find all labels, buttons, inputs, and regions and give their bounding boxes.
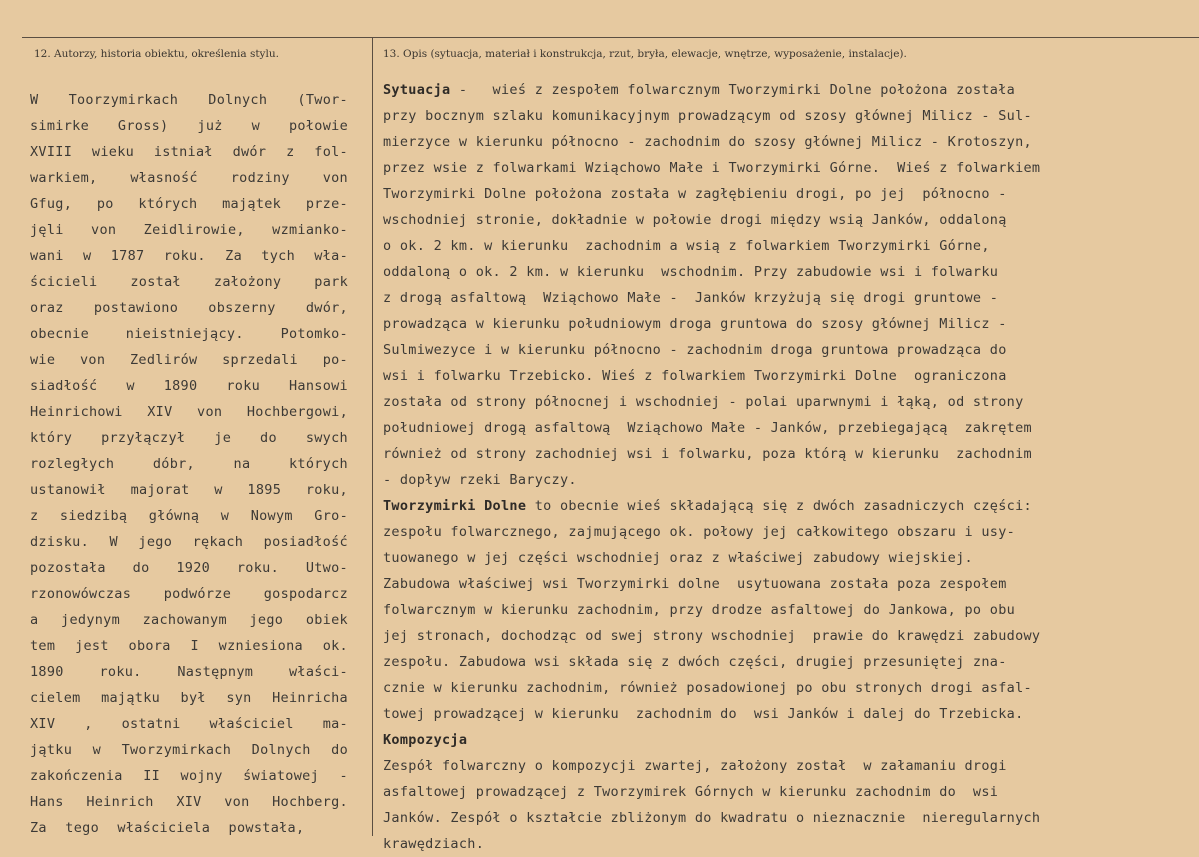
description-line xyxy=(383,415,1178,441)
section-heading: Sytuacja xyxy=(383,82,451,98)
history-line: rzonowówczas podwórze gospodarcz xyxy=(30,586,348,602)
description-line xyxy=(383,545,1178,571)
history-line: który przyłączył je do swych xyxy=(30,430,348,446)
description-text: o ok. 2 km. w kierunku zachodnim a wsią z folwarkiem Tworzymirki Górne, xyxy=(383,238,990,254)
history-line: 1890 roku. Następnym właści- xyxy=(30,664,348,680)
description-line xyxy=(383,441,1178,467)
history-line: jątku w Tworzymirkach Dolnych do xyxy=(30,742,348,758)
description-line xyxy=(383,701,1178,727)
description-line xyxy=(383,597,1178,623)
history-line: oraz postawiono obszerny dwór, xyxy=(30,300,348,316)
description-text: zespołu folwarcznego, zajmującego ok. połowy jej całkowitego obszaru i usy- xyxy=(383,524,1016,540)
history-line: obecnie nieistniejący. Potomko- xyxy=(30,326,348,342)
description-text: południowej drogą asfaltową Wziąchowo Małe - Janków, przebiegającą zakrętem xyxy=(383,420,1032,436)
description-line xyxy=(383,831,1178,857)
description-line xyxy=(383,311,1178,337)
description-line xyxy=(383,675,1178,701)
section-heading: Tworzymirki Dolne xyxy=(383,498,527,514)
description-text: oddaloną o ok. 2 km. w kierunku wschodnim. Przy zabudowie wsi i folwarku xyxy=(383,264,999,280)
history-line: cielem majątku był syn Heinricha xyxy=(30,690,348,706)
history-line: warkiem, własność rodziny von xyxy=(30,170,348,186)
description-text: tuowanego w jej części wschodniej oraz z właściwej zabudowy wiejskiej. xyxy=(383,550,973,566)
description-text: przez wsie z folwarkami Wziąchowo Małe i Tworzymirki Górne. Wieś z folwarkiem xyxy=(383,160,1041,176)
description-text: również od strony zachodniej wsi i folwarku, poza którą w kierunku zachodnim xyxy=(383,446,1032,462)
history-line: XVIII wieku istniał dwór z fol- xyxy=(30,144,348,160)
description-line xyxy=(383,649,1178,675)
description-text: Tworzymirki Dolne położona została w zagłębieniu drogi, po jej północno - xyxy=(383,186,1007,202)
history-line: wani w 1787 roku. Za tych wła- xyxy=(30,248,348,264)
history-text-column xyxy=(30,87,348,841)
description-text: Zespół folwarczny o kompozycji zwartej, założony został w załamaniu drogi xyxy=(383,758,1007,774)
description-text: cznie w kierunku zachodnim, również posadowionej po obu stronych drogi asfal- xyxy=(383,680,1032,696)
description-line xyxy=(383,155,1178,181)
description-line xyxy=(383,389,1178,415)
description-text: z drogą asfaltową Wziąchowo Małe - Janków krzyżują się drogi gruntowe - xyxy=(383,290,999,306)
history-line: XIV , ostatni właściciel ma- xyxy=(30,716,348,732)
description-text: wschodniej stronie, dokładnie w połowie drogi między wsią Janków, oddaloną xyxy=(383,212,1007,228)
history-line: ustanowił majorat w 1895 roku, xyxy=(30,482,348,498)
history-line: Hans Heinrich XIV von Hochberg. xyxy=(30,794,348,810)
description-line xyxy=(383,623,1178,649)
description-line xyxy=(383,129,1178,155)
history-line: pozostała do 1920 roku. Utwo- xyxy=(30,560,348,576)
column-divider xyxy=(372,38,373,836)
description-text: została od strony północnej i wschodniej - polai uparwnymi i łąką, od strony xyxy=(383,394,1024,410)
description-text: Janków. Zespół o kształcie zbliżonym do kwadratu o nieznacznie nieregularnych xyxy=(383,810,1041,826)
description-text: mierzyce w kierunku północno - zachodnim do szosy głównej Milicz - Krotoszyn, xyxy=(383,134,1032,150)
right-section-header: 13. Opis (sytuacja, materiał i konstrukcja, rzut, bryła, elewacje, wnętrze, wyposażenie, instalacje). xyxy=(383,48,907,60)
history-line: a jedynym zachowanym jego obiek xyxy=(30,612,348,628)
description-text: - dopływ rzeki Baryczy. xyxy=(383,472,577,488)
description-text: zespołu. Zabudowa wsi składa się z dwóch części, drugiej przesuniętej zna- xyxy=(383,654,1007,670)
description-line xyxy=(383,337,1178,363)
description-line xyxy=(383,467,1178,493)
history-line: tem jest obora I wzniesiona ok. xyxy=(30,638,348,654)
description-line xyxy=(383,727,1178,753)
description-text: - wieś z zespołem folwarcznym Tworzymirki Dolne położona została xyxy=(450,82,1016,98)
description-line xyxy=(383,181,1178,207)
history-line: Za tego właściciela powstała, xyxy=(30,820,305,836)
description-line xyxy=(383,207,1178,233)
description-line xyxy=(383,753,1178,779)
history-line: ścicieli został założony park xyxy=(30,274,348,290)
history-line: rozległych dóbr, na których xyxy=(30,456,348,472)
history-line: simirke Gross) już w połowie xyxy=(30,118,348,134)
description-text: Sulmiwezyce i w kierunku północno - zachodnim droga gruntowa prowadząca do xyxy=(383,342,1007,358)
history-line: Heinrichowi XIV von Hochbergowi, xyxy=(30,404,348,420)
description-text: wsi i folwarku Trzebicko. Wieś z folwarkiem Tworzymirki Dolne ograniczona xyxy=(383,368,1007,384)
description-line xyxy=(383,363,1178,389)
description-text: Zabudowa właściwej wsi Tworzymirki dolne usytuowana została poza zespołem xyxy=(383,576,1007,592)
description-line xyxy=(383,805,1178,831)
description-line xyxy=(383,779,1178,805)
history-line: jęli von Zeidlirowie, wzmianko- xyxy=(30,222,348,238)
description-text: przy bocznym szlaku komunikacyjnym prowadzącym od szosy głównej Milicz - Sul- xyxy=(383,108,1032,124)
description-line xyxy=(383,285,1178,311)
description-text: jej stronach, dochodząc od swej strony wschodniej prawie do krawędzi zabudowy xyxy=(383,628,1041,644)
description-text: to obecnie wieś składającą się z dwóch zasadniczych części: xyxy=(526,498,1032,514)
description-line xyxy=(383,77,1178,103)
description-line xyxy=(383,571,1178,597)
description-text: krawędziach. xyxy=(383,836,485,852)
left-section-header: 12. Autorzy, historia obiektu, określenia stylu. xyxy=(34,48,279,60)
history-line: dzisku. W jego rękach posiadłość xyxy=(30,534,348,550)
section-heading: Kompozycja xyxy=(383,732,468,748)
description-text: asfaltowej prowadzącej z Tworzymirek Górnych w kierunku zachodnim do wsi xyxy=(383,784,999,800)
description-line xyxy=(383,233,1178,259)
description-line xyxy=(383,103,1178,129)
history-line: W Toorzymirkach Dolnych (Twor- xyxy=(30,92,348,108)
history-line: siadłość w 1890 roku Hansowi xyxy=(30,378,348,394)
description-text: folwarcznym w kierunku zachodnim, przy drodze asfaltowej do Jankowa, po obu xyxy=(383,602,1016,618)
top-rule xyxy=(22,37,1199,38)
history-line: Gfug, po których majątek prze- xyxy=(30,196,348,212)
description-text: prowadząca w kierunku południowym droga gruntowa do szosy głównej Milicz - xyxy=(383,316,1007,332)
description-text: towej prowadzącej w kierunku zachodnim do wsi Janków i dalej do Trzebicka. xyxy=(383,706,1024,722)
description-line xyxy=(383,493,1178,519)
history-line: wie von Zedlirów sprzedali po- xyxy=(30,352,348,368)
description-line xyxy=(383,259,1178,285)
history-line: zakończenia II wojny światowej - xyxy=(30,768,348,784)
history-line: z siedzibą główną w Nowym Gro- xyxy=(30,508,348,524)
description-line xyxy=(383,519,1178,545)
description-text-column xyxy=(383,77,1178,857)
